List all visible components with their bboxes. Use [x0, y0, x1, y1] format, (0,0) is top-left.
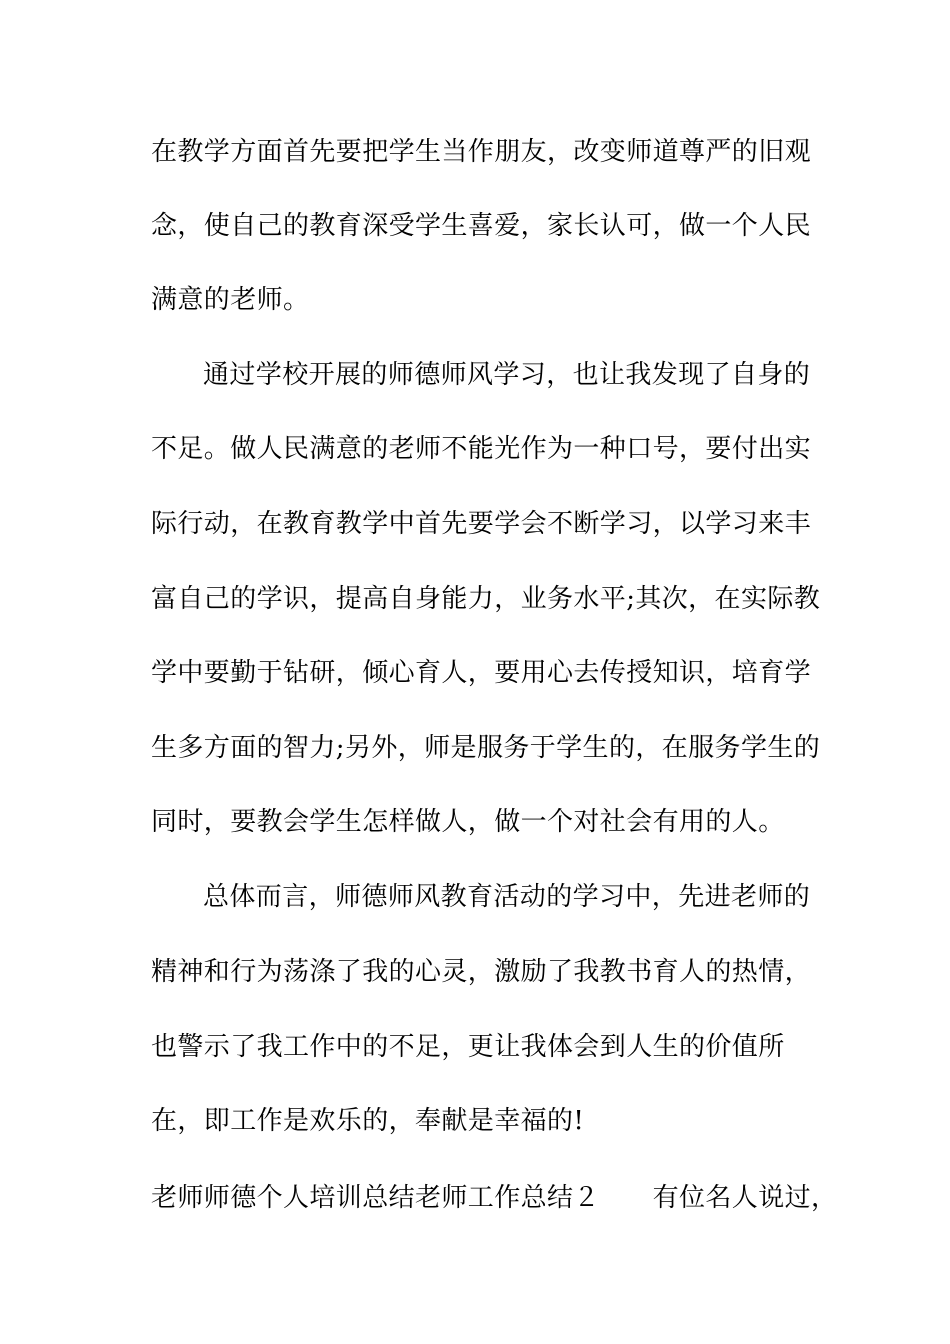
paragraph-line: 富自己的学识，提高自身能力，业务水平;其次，在实际教	[151, 584, 821, 614]
paragraph-line: 生多方面的智力;另外，师是服务于学生的，在服务学生的	[151, 733, 821, 763]
paragraph-line: 际行动，在教育教学中首先要学会不断学习，以学习来丰	[151, 509, 812, 539]
paragraph-line: 也警示了我工作中的不足，更让我体会到人生的价值所	[151, 1032, 785, 1062]
paragraph-line: 精神和行为荡涤了我的心灵，激励了我教书育人的热情，	[151, 957, 812, 987]
paragraph-line: 不足。做人民满意的老师不能光作为一种口号，要付出实	[151, 434, 812, 464]
paragraph-line: 通过学校开展的师德师风学习，也让我发现了自身的	[203, 360, 811, 390]
paragraph-line: 学中要勤于钻研，倾心育人，要用心去传授知识，培育学	[151, 658, 812, 688]
paragraph-line: 在，即工作是欢乐的，奉献是幸福的!	[151, 1106, 585, 1136]
paragraph-line: 总体而言，师德师风教育活动的学习中，先进老师的	[203, 882, 811, 912]
paragraph-line: 在教学方面首先要把学生当作朋友，改变师道尊严的旧观	[151, 137, 812, 167]
section-heading-line: 老师师德个人培训总结老师工作总结２ 有位名人说过，	[151, 1183, 838, 1213]
paragraph-line: 同时，要教会学生怎样做人，做一个对社会有用的人。	[151, 807, 785, 837]
paragraph-line: 念，使自己的教育深受学生喜爱，家长认可，做一个人民	[151, 211, 812, 241]
paragraph-line: 满意的老师。	[151, 285, 310, 315]
